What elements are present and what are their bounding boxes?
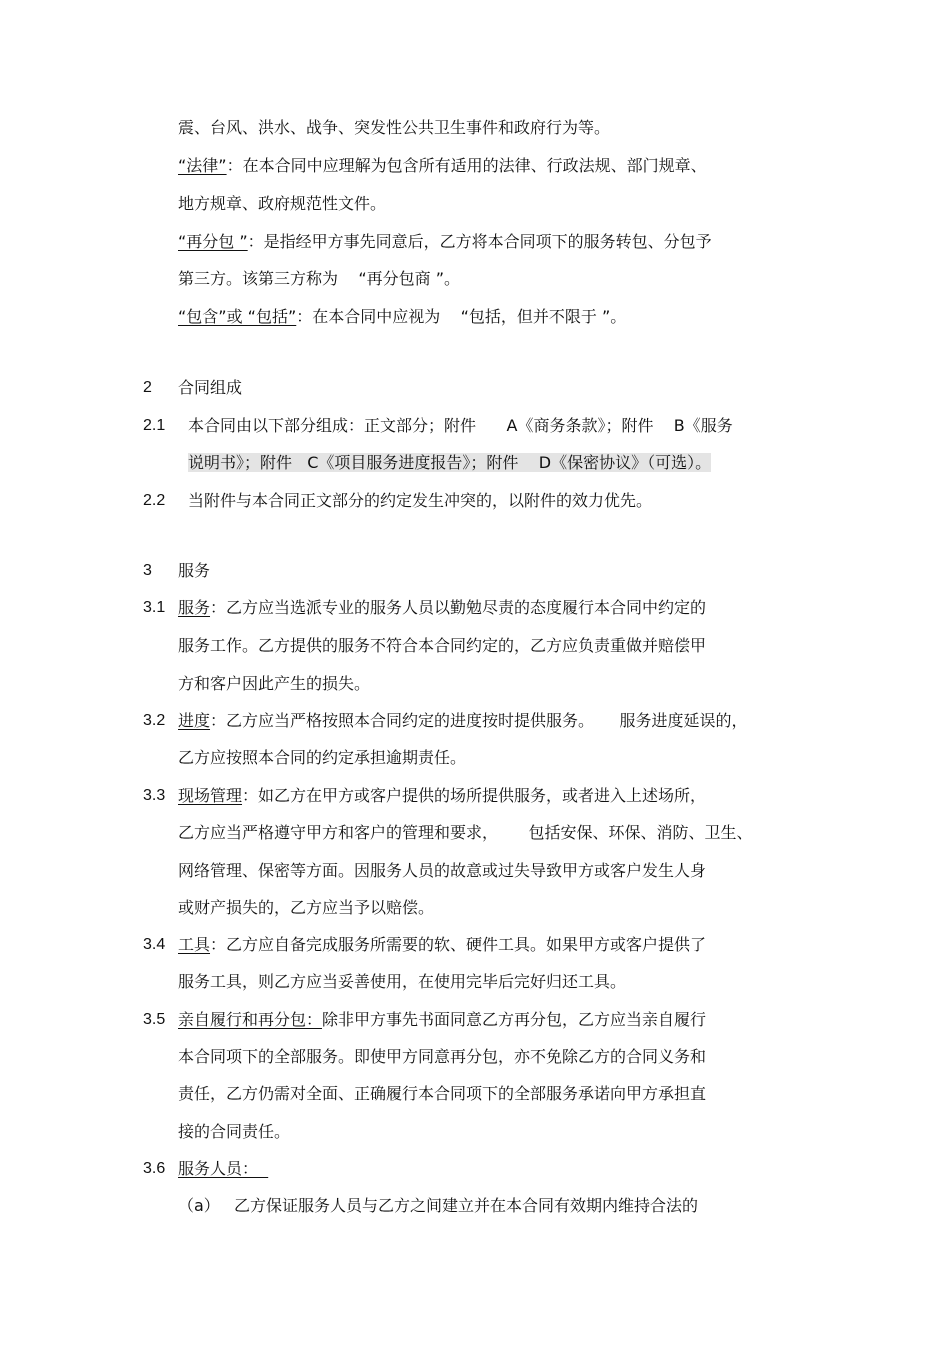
definition-include-text: ：在本合同中应视为 “包括，但并不限于 ”。 [296, 307, 627, 326]
clause-3-2-line2: 乙方应按照本合同的约定承担逾期责任。 [178, 748, 467, 767]
clause-2-1-line2 [188, 453, 711, 473]
clause-3-5-text: 除非甲方事先书面同意乙方再分包，乙方应当亲自履行 [322, 1010, 707, 1029]
definition-law [178, 156, 707, 176]
clause-3-1-line2: 服务工作。乙方提供的服务不符合本合同约定的，乙方应负责重做并赔偿甲 [178, 636, 707, 655]
clause-3-3-text: ：如乙方在甲方或客户提供的场所提供服务，或者进入上述场所， [242, 786, 707, 805]
term-subcontract: “再分包 ” [178, 232, 248, 251]
clause-3-3-line4: 或财产损失的，乙方应当予以赔偿。 [178, 898, 435, 917]
item-a-line1: 乙方保证服务人员与乙方之间建立并在本合同有效期内维持合法的 [234, 1196, 699, 1215]
clause-2-2-number: 2.2 [143, 492, 166, 509]
term-tools: 工具 [178, 935, 211, 954]
clause-3-1-line1 [178, 598, 706, 618]
term-service-personnel: 服务人员： [178, 1159, 269, 1178]
term-site-management: 现场管理 [178, 786, 243, 805]
clause-3-6-title [178, 1159, 268, 1179]
clause-3-4-number: 3.4 [143, 936, 166, 953]
clause-3-3-line3: 网络管理、保密等方面。因服务人员的故意或过失导致甲方或客户发生人身 [178, 861, 707, 880]
clause-3-4-text: ：乙方应自备完成服务所需要的软、硬件工具。如果甲方或客户提供了 [210, 935, 707, 954]
clause-3-4-line1 [178, 935, 706, 955]
definition-include [178, 307, 626, 327]
clause-3-2-number: 3.2 [143, 712, 166, 729]
definition-law-line2: 地方规章、政府规范性文件。 [178, 194, 387, 213]
section-2-title: 合同组成 [178, 378, 243, 397]
clause-3-1-line3: 方和客户因此产生的损失。 [178, 674, 371, 693]
definition-subcontract-line2: 第三方。该第三方称为 “再分包商 ”。 [178, 269, 461, 288]
term-progress: 进度 [178, 711, 211, 730]
highlighted-text: 说明书》；附件 C《项目服务进度报告》；附件 D《保密协议》（可选）。 [188, 453, 712, 472]
clause-3-1-number: 3.1 [143, 599, 166, 616]
section-3-number: 3 [143, 562, 152, 579]
clause-3-6-number: 3.6 [143, 1160, 166, 1177]
term-include: “包含”或 “包括” [178, 307, 297, 326]
section-3-title: 服务 [178, 561, 211, 580]
term-self-performance: 亲自履行和再分包： [178, 1010, 323, 1029]
section-2-number: 2 [143, 379, 152, 396]
clause-3-5-line4: 接的合同责任。 [178, 1122, 291, 1141]
clause-2-2-line1: 当附件与本合同正文部分的约定发生冲突的，以附件的效力优先。 [188, 491, 653, 510]
clause-3-3-line2: 乙方应当严格遵守甲方和客户的管理和要求， 包括安保、环保、消防、卫生、 [178, 823, 753, 842]
clause-3-3-number: 3.3 [143, 787, 166, 804]
clause-3-5-number: 3.5 [143, 1011, 166, 1028]
clause-2-1-line1: 本合同由以下部分组成：正文部分；附件 A《商务条款》；附件 B《服务 [188, 416, 733, 435]
clause-3-5-line3: 责任，乙方仍需对全面、正确履行本合同项下的全部服务承诺向甲方承担直 [178, 1084, 707, 1103]
term-law: “法律” [178, 156, 227, 175]
clause-3-2-line1 [178, 711, 747, 731]
item-a-label: （a） [178, 1196, 220, 1215]
clause-3-1-text: ：乙方应当选派专业的服务人员以勤勉尽责的态度履行本合同中约定的 [210, 598, 707, 617]
clause-3-3-line1 [178, 786, 706, 806]
clause-3-5-line2: 本合同项下的全部服务。即使甲方同意再分包，亦不免除乙方的合同义务和 [178, 1047, 707, 1066]
clause-3-2-text: ：乙方应当严格按照本合同约定的进度按时提供服务。 服务进度延误的， [210, 711, 748, 730]
definition-force-majeure-tail: 震、台风、洪水、战争、突发性公共卫生事件和政府行为等。 [178, 118, 611, 137]
clause-3-5-line1 [178, 1010, 706, 1030]
clause-3-4-line2: 服务工具，则乙方应当妥善使用，在使用完毕后完好归还工具。 [178, 972, 627, 991]
definition-subcontract [178, 232, 712, 252]
definition-subcontract-text: ：是指经甲方事先同意后，乙方将本合同项下的服务转包、分包予 [247, 232, 712, 251]
term-service: 服务 [178, 598, 211, 617]
clause-2-1-number: 2.1 [143, 417, 166, 434]
definition-law-text: ：在本合同中应理解为包含所有适用的法律、行政法规、部门规章、 [226, 156, 707, 175]
